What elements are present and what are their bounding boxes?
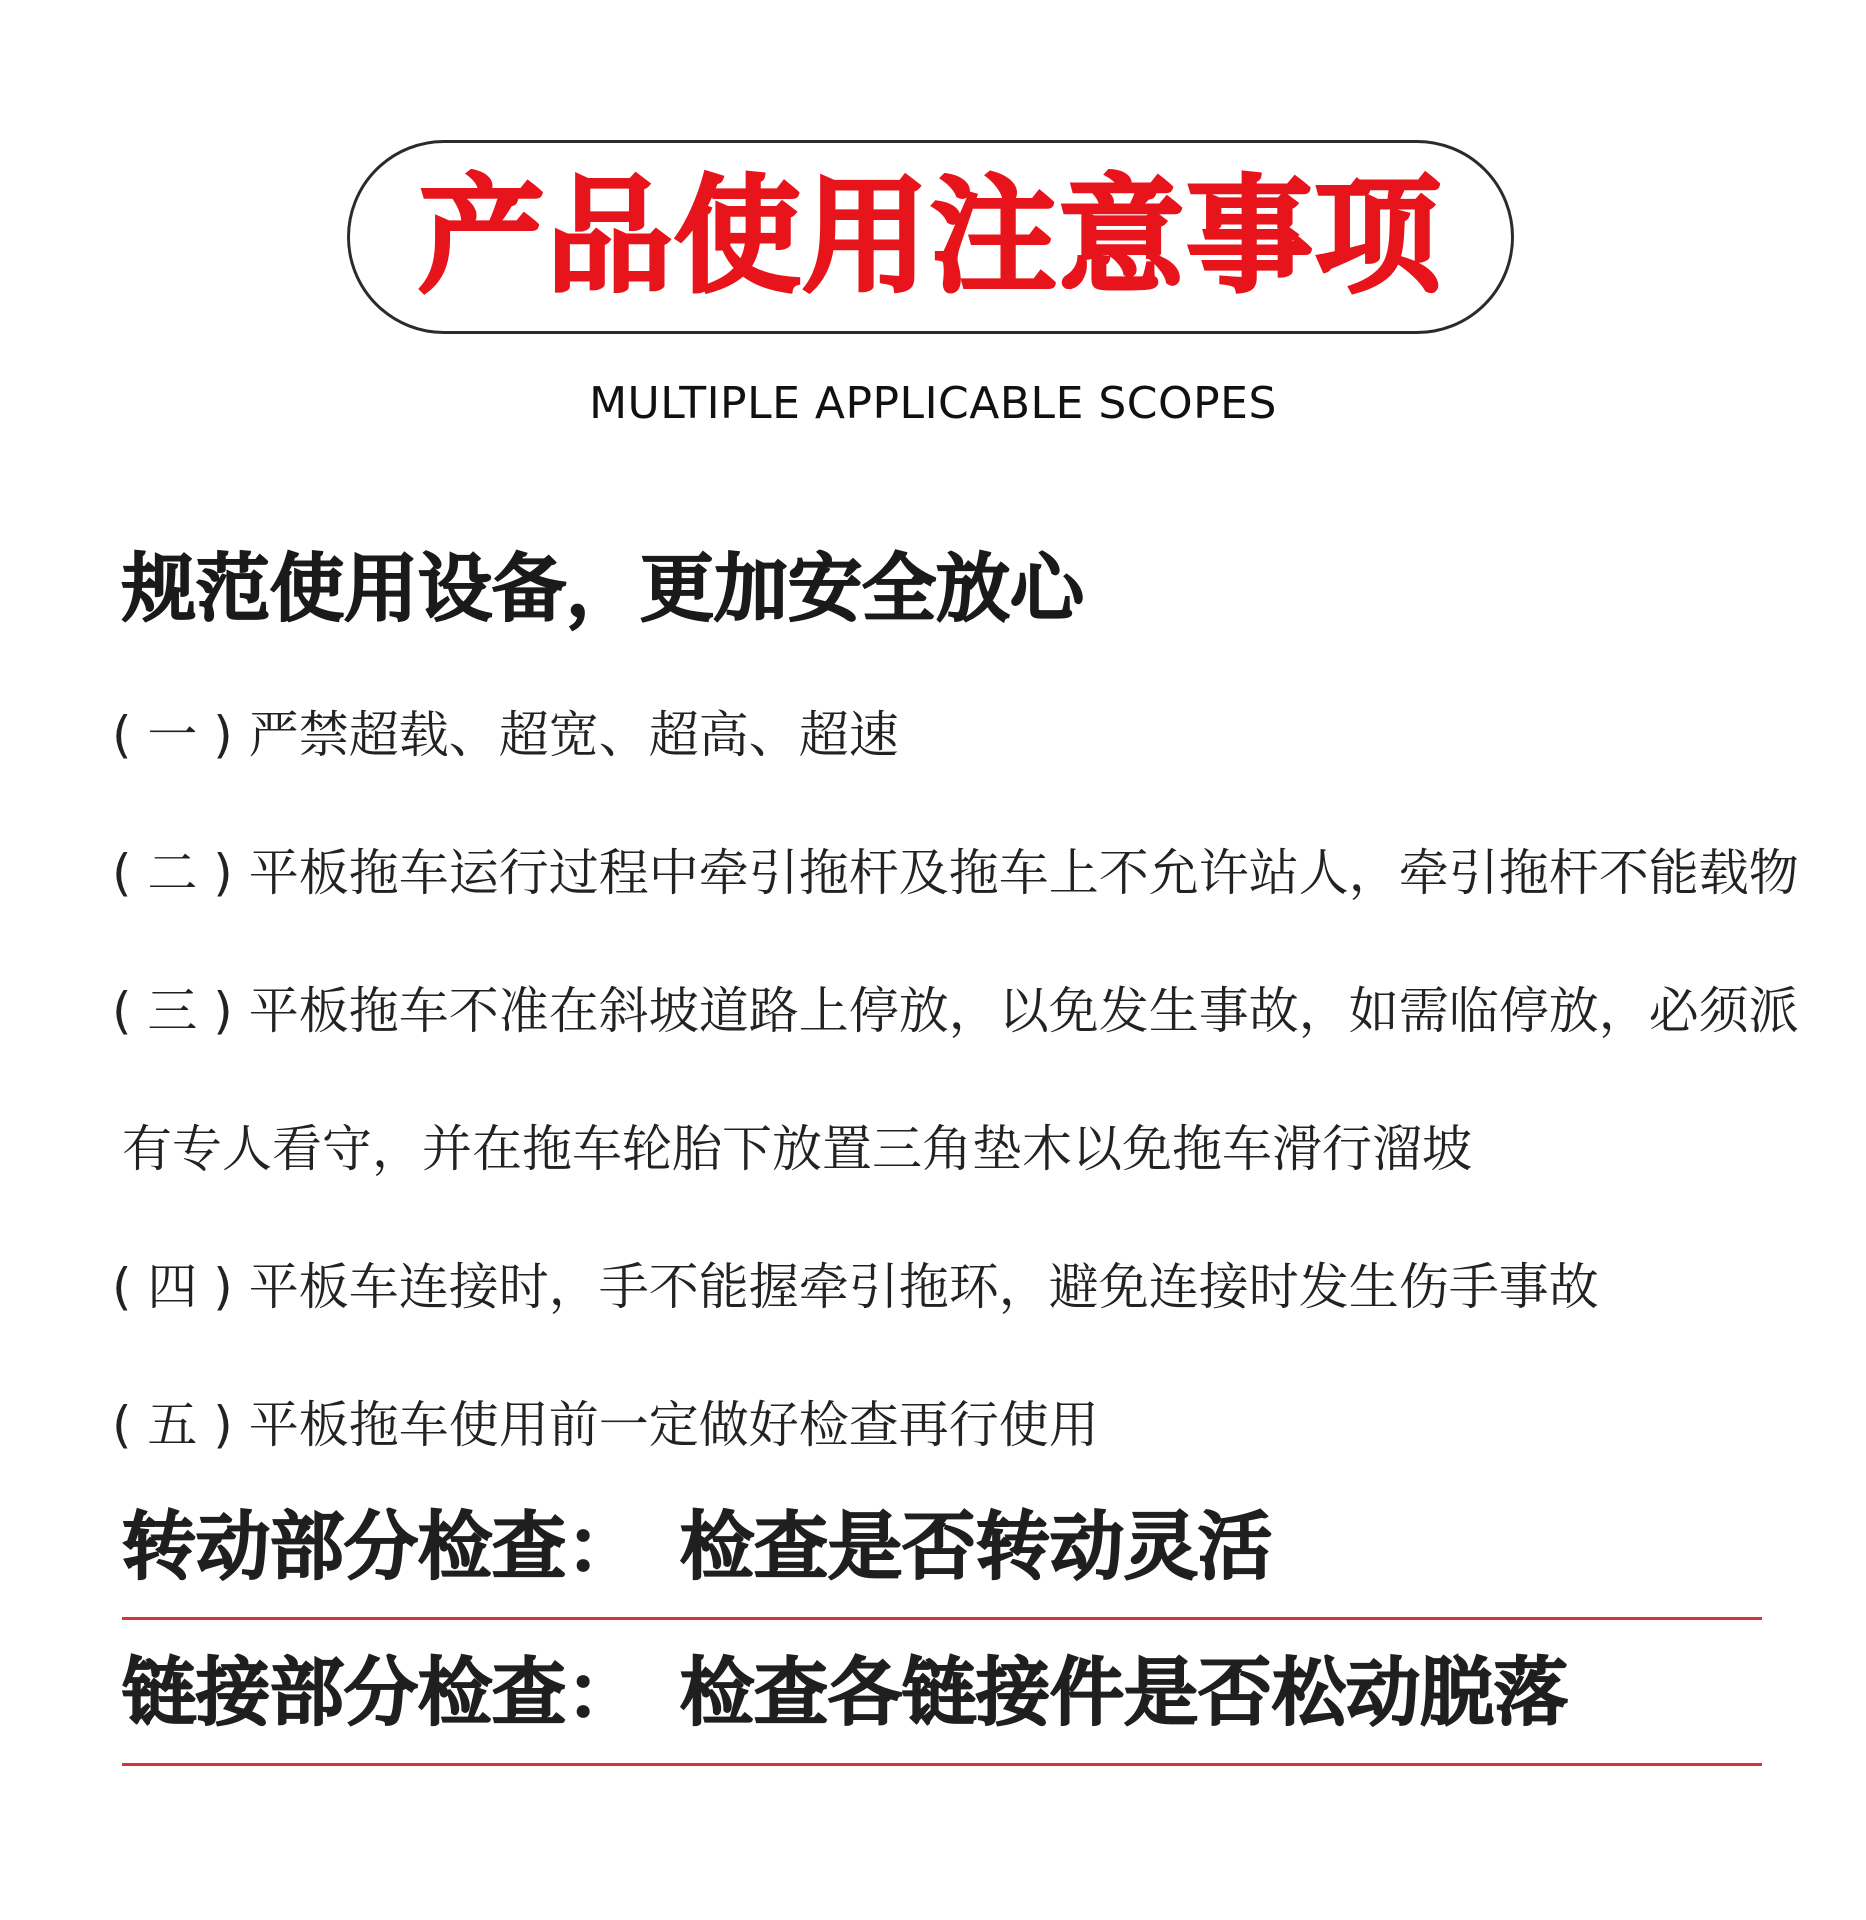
note-item-3: ( 三 ) 平板拖车不准在斜坡道路上停放，以免发生事故，如需临停放，必须派 (112, 982, 1799, 1040)
check-row-linkage (122, 1650, 1762, 1786)
section-heading: 规范使用设备，更加安全放心 (122, 546, 1084, 632)
note-item-1: ( 一 ) 严禁超载、超宽、超高、超速 (112, 706, 899, 764)
red-divider (122, 1763, 1762, 1766)
page-subtitle: MULTIPLE APPLICABLE SCOPES (589, 378, 1277, 429)
title-banner (347, 140, 1514, 334)
check-value: 检查各链接件是否松动脱落 (680, 1650, 1568, 1736)
check-value: 检查是否转动灵活 (680, 1504, 1272, 1590)
red-divider (122, 1617, 1762, 1620)
check-text (122, 1504, 1272, 1590)
note-item-5: ( 五 ) 平板拖车使用前一定做好检查再行使用 (112, 1396, 1099, 1454)
check-label: 链接部分检查： (122, 1650, 640, 1736)
check-label: 转动部分检查： (122, 1504, 640, 1590)
note-item-3-continued: 有专人看守，并在拖车轮胎下放置三角垫木以免拖车滑行溜坡 (122, 1120, 1472, 1178)
note-item-2: ( 二 ) 平板拖车运行过程中牵引拖杆及拖车上不允许站人，牵引拖杆不能载物 (112, 844, 1799, 902)
check-row-rotation (122, 1504, 1762, 1640)
check-text (122, 1650, 1568, 1736)
note-item-4: ( 四 ) 平板车连接时，手不能握牵引拖环，避免连接时发生伤手事故 (112, 1258, 1599, 1316)
page-title: 产品使用注意事项 (418, 163, 1443, 310)
